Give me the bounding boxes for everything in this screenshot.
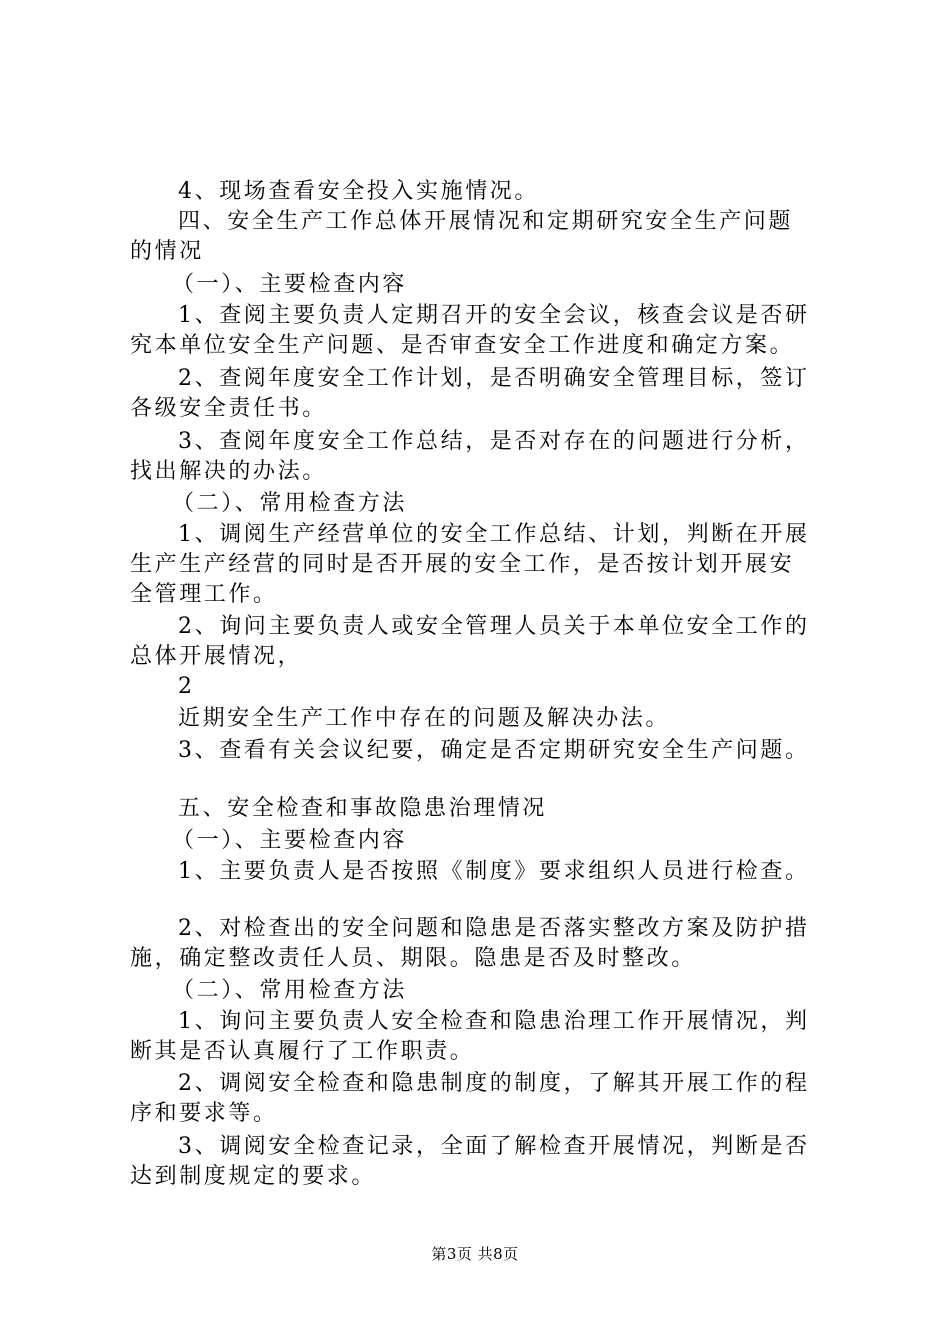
text-line-6: 究本单位安全生产问题、是否审查安全工作进度和确定方案。 [130, 333, 795, 358]
subsection-heading: （二）、常用检查方法 [172, 491, 408, 516]
subsection-heading: （二）、常用检查方法 [172, 978, 408, 1003]
subsection-heading: （一）、主要检查内容 [172, 272, 408, 297]
text-line-23: 2、对检查出的安全问题和隐患是否落实整改方案及防护措 [178, 916, 810, 941]
page-number-marker: 2 [178, 674, 195, 699]
text-line-28: 2、调阅安全检查和隐患制度的制度，了解其开展工作的程 [178, 1071, 810, 1096]
text-line-29: 序和要求等。 [130, 1101, 278, 1126]
text-line-22: 1、主要负责人是否按照《制度》要求组织人员进行检查。 [178, 859, 810, 884]
text-line-13: 生产生产经营的同时是否开展的安全工作，是否按计划开展安 [130, 552, 795, 577]
text-line-24: 施，确定整改责任人员、期限。隐患是否及时整改。 [130, 946, 696, 971]
text-line-16: 总体开展情况， [130, 644, 303, 669]
text-line-7: 2、查阅年度安全工作计划，是否明确安全管理目标，签订 [178, 366, 810, 391]
text-line-9: 3、查阅年度安全工作总结，是否对存在的问题进行分析， [178, 429, 810, 454]
text-line-31: 达到制度规定的要求。 [130, 1164, 377, 1189]
section-heading-5: 五、安全检查和事故隐患治理情况 [178, 796, 548, 821]
text-line-18: 近期安全生产工作中存在的问题及解决办法。 [178, 706, 671, 731]
text-line-5: 1、查阅主要负责人定期召开的安全会议，核查会议是否研 [178, 303, 810, 328]
text-line-19: 3、查看有关会议纪要，确定是否定期研究安全生产问题。 [178, 738, 810, 763]
text-line-15: 2、询问主要负责人或安全管理人员关于本单位安全工作的 [178, 614, 810, 639]
text-line-1: 4、现场查看安全投入实施情况。 [178, 179, 539, 204]
text-line-30: 3、调阅安全检查记录，全面了解检查开展情况，判断是否 [178, 1134, 810, 1159]
text-line-14: 全管理工作。 [130, 582, 278, 607]
subsection-heading: （一）、主要检查内容 [172, 828, 408, 853]
text-line-8: 各级安全责任书。 [130, 396, 327, 421]
section-heading-4: 四、安全生产工作总体开展情况和定期研究安全生产问题 [178, 209, 794, 234]
text-line-26: 1、询问主要负责人安全检查和隐患治理工作开展情况，判 [178, 1009, 810, 1034]
text-line-27: 断其是否认真履行了工作职责。 [130, 1039, 475, 1064]
text-line-12: 1、调阅生产经营单位的安全工作总结、计划，判断在开展 [178, 522, 810, 547]
page-footer: 第3页 共8页 [431, 1245, 519, 1263]
text-line-3: 的情况 [130, 239, 204, 264]
text-line-10: 找出解决的办法。 [130, 459, 327, 484]
